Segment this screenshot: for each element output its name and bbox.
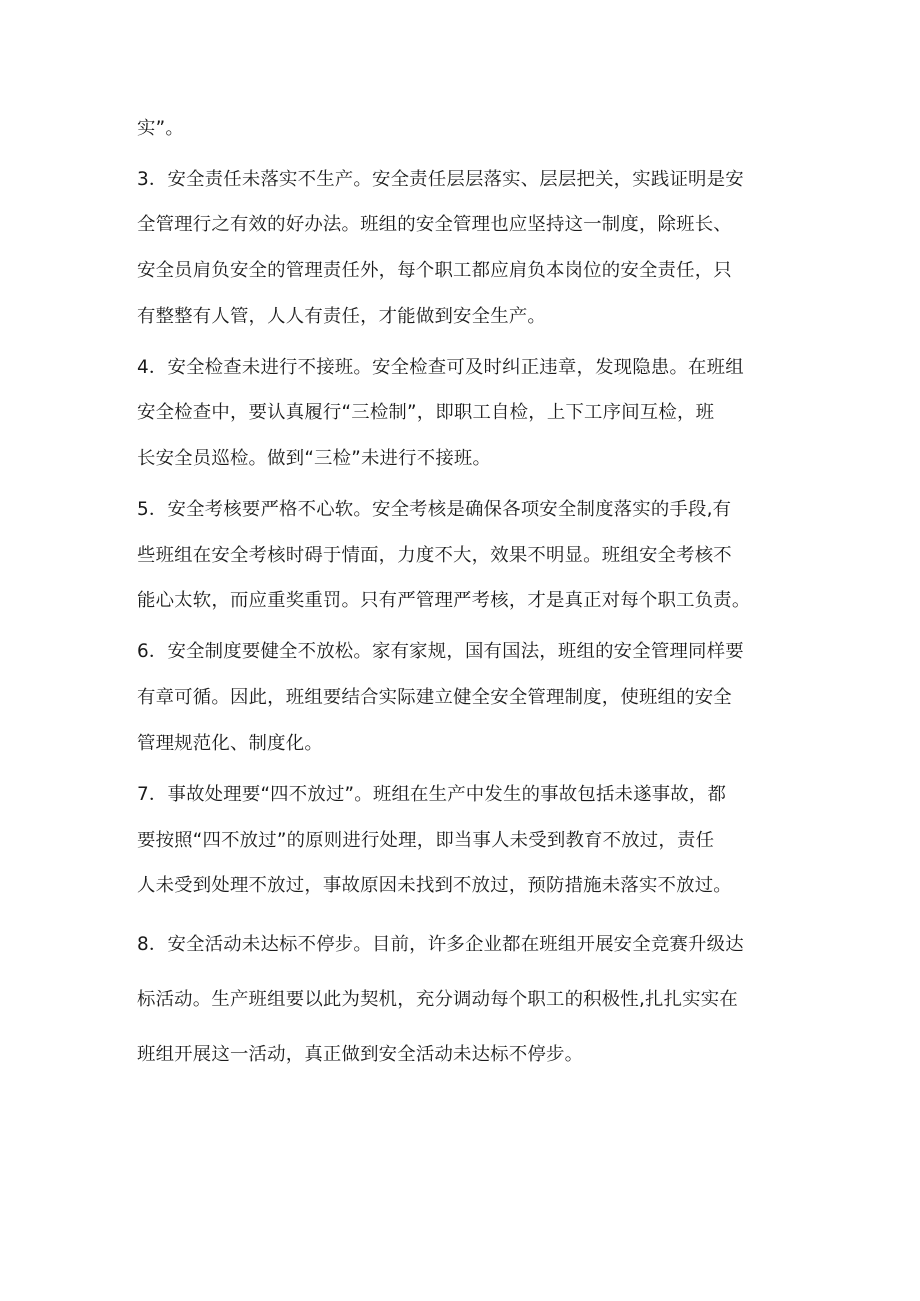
text-line: 长安全员巡检。做到“三检”未进行不接班。 bbox=[137, 448, 492, 469]
text-line: 安全检查中，要认真履行“三检制”，即职工自检，上下工序间互检，班 bbox=[137, 402, 715, 423]
text-line: 标活动。生产班组要以此为契机，充分调动每个职工的积极性,扎扎实实在 bbox=[137, 989, 738, 1010]
text-line: 能心太软，而应重奖重罚。只有严管理严考核，才是真正对每个职工负责。 bbox=[137, 590, 751, 611]
text-line: 7．事故处理要“四不放过”。班组在生产中发生的事故包括未遂事故，都 bbox=[137, 784, 727, 805]
text-line: 全管理行之有效的好办法。班组的安全管理也应坚持这一制度，除班长、 bbox=[137, 214, 732, 235]
text-line: 有章可循。因此，班组要结合实际建立健全安全管理制度，使班组的安全 bbox=[137, 687, 732, 708]
text-line: 些班组在安全考核时碍于情面，力度不大，效果不明显。班组安全考核不 bbox=[137, 545, 732, 566]
text-line: 有整整有人管，人人有责任，才能做到安全生产。 bbox=[137, 306, 546, 327]
text-line: 8．安全活动未达标不停步。目前，许多企业都在班组开展安全竞赛升级达 bbox=[137, 934, 744, 955]
text-line: 班组开展这一活动，真正做到安全活动未达标不停步。 bbox=[137, 1044, 584, 1065]
text-line: 要按照“四不放过”的原则进行处理，即当事人未受到教育不放过，责任 bbox=[137, 830, 715, 851]
text-line: 管理规范化、制度化。 bbox=[137, 733, 323, 754]
text-line: 人未受到处理不放过，事故原因未找到不放过，预防措施未落实不放过。 bbox=[137, 875, 732, 896]
text-line: 安全员肩负安全的管理责任外，每个职工都应肩负本岗位的安全责任，只 bbox=[137, 260, 732, 281]
text-line: 3．安全责任未落实不生产。安全责任层层落实、层层把关，实践证明是安 bbox=[137, 169, 744, 190]
text-line: 4．安全检查未进行不接班。安全检查可及时纠正违章，发现隐患。在班组 bbox=[137, 357, 744, 378]
text-line: 5．安全考核要严格不心软。安全考核是确保各项安全制度落实的手段,有 bbox=[137, 499, 732, 520]
text-line: 实”。 bbox=[137, 118, 184, 139]
text-line: 6．安全制度要健全不放松。家有家规，国有国法，班组的安全管理同样要 bbox=[137, 641, 744, 662]
